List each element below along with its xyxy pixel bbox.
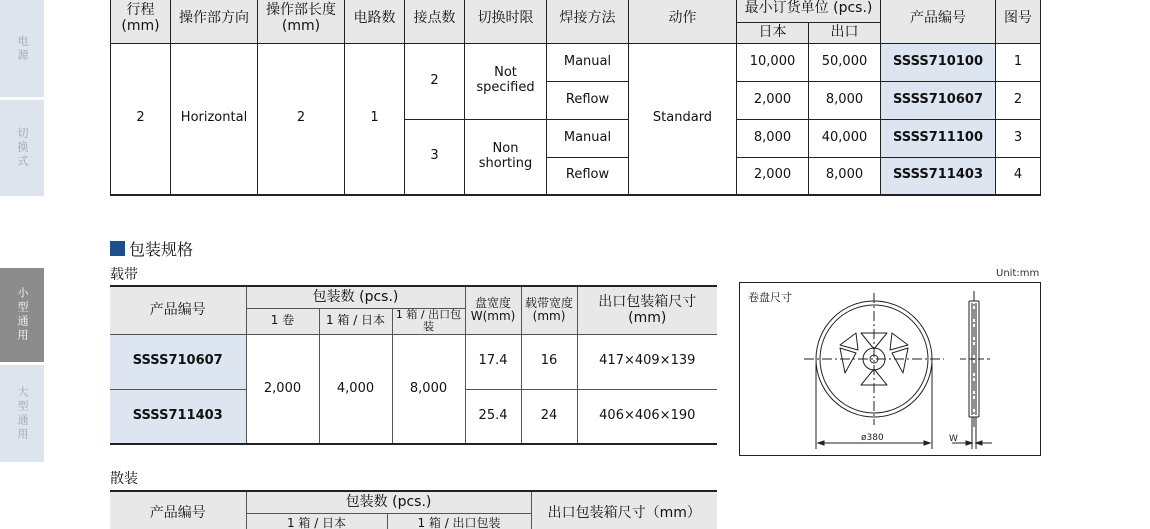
header-stroke: 行程 (mm) xyxy=(111,0,171,43)
cell-export: 40,000 xyxy=(809,119,881,157)
cell-soldering: Reflow xyxy=(547,157,629,195)
cell-japan: 8,000 xyxy=(737,119,809,157)
tape-cell-tape-width: 16 xyxy=(521,334,577,389)
cell-code: SSSS710100 xyxy=(881,43,996,81)
cell-export: 50,000 xyxy=(809,43,881,81)
cell-contacts: 2 xyxy=(405,43,465,119)
cell-switching: Non shorting xyxy=(465,119,547,195)
side-tab-large-general[interactable] xyxy=(0,365,44,462)
cell-japan: 2,000 xyxy=(737,81,809,119)
tape-cell-reel-width: 25.4 xyxy=(465,389,521,444)
tape-cell-qty-box-japan: 4,000 xyxy=(319,334,392,444)
reel-figure-title: 卷盘尺寸 xyxy=(748,291,792,304)
cell-length: 2 xyxy=(258,43,345,195)
cell-export: 8,000 xyxy=(809,157,881,195)
bulk-header-box-japan: 1 箱 / 日本 xyxy=(246,513,387,529)
tape-cell-box-size: 417×409×139 xyxy=(577,334,717,389)
spec-table xyxy=(110,0,1041,196)
cell-soldering: Reflow xyxy=(547,81,629,119)
bulk-header-code: 产品编号 xyxy=(110,491,246,529)
tape-header-reel: 1 卷 xyxy=(246,308,319,334)
tape-cell-tape-width: 24 xyxy=(521,389,577,444)
tape-header-qty: 包装数 (pcs.) xyxy=(246,286,465,308)
bulk-title: 散装 xyxy=(110,471,138,487)
side-tab-label: 电源 xyxy=(16,34,29,63)
cell-soldering: Manual xyxy=(547,119,629,157)
side-tab-small-general[interactable] xyxy=(0,268,44,362)
tape-header-reel-width: 盘宽度 W(mm) xyxy=(465,286,521,334)
header-switching: 切换时限 xyxy=(465,0,547,43)
tape-header-export-box: 出口包装箱尺寸 (mm) xyxy=(577,286,717,334)
header-contacts: 接点数 xyxy=(405,0,465,43)
section-marker-icon xyxy=(110,241,125,256)
tape-cell-code: SSSS711403 xyxy=(110,389,246,444)
header-action: 动作 xyxy=(629,0,737,43)
tape-header-code: 产品编号 xyxy=(110,286,246,334)
header-export: 出口 xyxy=(809,22,881,43)
reel-figure xyxy=(739,282,1041,456)
side-tab-label: 切换式 xyxy=(16,127,29,169)
cell-circuits: 1 xyxy=(345,43,405,195)
reel-drawing xyxy=(740,283,1042,457)
header-min-order: 最小订货单位 (pcs.) xyxy=(737,0,881,22)
bulk-header-box-export: 1 箱 / 出口包装 xyxy=(387,513,531,529)
cell-switching: Not specified xyxy=(465,43,547,119)
unit-label: Unit:mm xyxy=(996,268,1040,279)
tape-header-box-japan: 1 箱 / 日本 xyxy=(319,308,392,334)
tape-cell-code: SSSS710607 xyxy=(110,334,246,389)
cell-code: SSSS711100 xyxy=(881,119,996,157)
header-japan: 日本 xyxy=(737,22,809,43)
cell-japan: 10,000 xyxy=(737,43,809,81)
tape-cell-qty-box-export: 8,000 xyxy=(392,334,465,444)
cell-code: SSSS711403 xyxy=(881,157,996,195)
packaging-title-text: 包装规格 xyxy=(129,240,194,259)
cell-direction: Horizontal xyxy=(171,43,258,195)
tape-header-box-export: 1 箱 / 出口包装 xyxy=(392,308,465,334)
cell-contacts: 3 xyxy=(405,119,465,195)
header-direction: 操作部方向 xyxy=(171,0,258,43)
tape-cell-reel-width: 17.4 xyxy=(465,334,521,389)
header-length: 操作部长度 (mm) xyxy=(258,0,345,43)
tape-title: 载带 xyxy=(110,267,138,283)
cell-code: SSSS710607 xyxy=(881,81,996,119)
side-tab-switching[interactable] xyxy=(0,100,44,196)
header-circuits: 电路数 xyxy=(345,0,405,43)
bulk-header-export-box: 出口包装箱尺寸（mm） xyxy=(531,491,717,529)
tape-header-tape-width: 载带宽度 (mm) xyxy=(521,286,577,334)
cell-fig: 2 xyxy=(996,81,1041,119)
cell-fig: 1 xyxy=(996,43,1041,81)
cell-export: 8,000 xyxy=(809,81,881,119)
cell-japan: 2,000 xyxy=(737,157,809,195)
cell-soldering: Manual xyxy=(547,43,629,81)
cell-fig: 4 xyxy=(996,157,1041,195)
header-fig: 图号 xyxy=(996,0,1041,43)
cell-fig: 3 xyxy=(996,119,1041,157)
cell-stroke: 2 xyxy=(111,43,171,195)
packaging-title xyxy=(110,237,193,260)
tape-cell-box-size: 406×406×190 xyxy=(577,389,717,444)
tape-table xyxy=(110,285,717,445)
header-code: 产品编号 xyxy=(881,0,996,43)
cell-action: Standard xyxy=(629,43,737,195)
header-soldering: 焊接方法 xyxy=(547,0,629,43)
bulk-header-qty: 包装数 (pcs.) xyxy=(246,491,531,513)
bulk-table xyxy=(110,490,717,529)
tape-cell-qty-reel: 2,000 xyxy=(246,334,319,444)
side-tab-power[interactable] xyxy=(0,0,44,97)
diameter-label: ø380 xyxy=(861,433,884,443)
side-tab-label: 小型通用 xyxy=(16,287,29,343)
side-tab-label: 大型通用 xyxy=(16,385,29,442)
width-label: W xyxy=(949,434,958,444)
